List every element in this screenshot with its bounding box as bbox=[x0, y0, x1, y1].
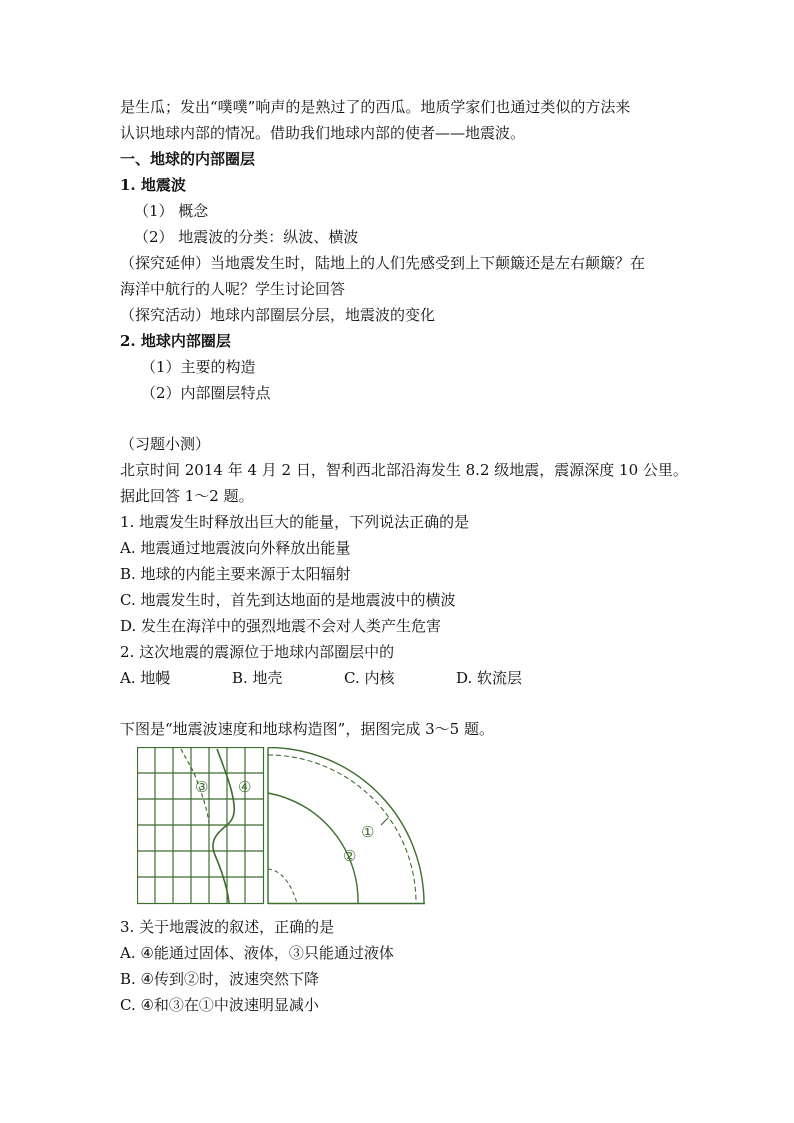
intro-line-2: 认识地球内部的情况。借助我们地球内部的使者——地震波。 bbox=[120, 124, 526, 142]
exercise-title: （习题小测） bbox=[120, 435, 211, 453]
question-2-option-a: A. 地幔 bbox=[120, 669, 171, 687]
question-1-option-d: D. 发生在海洋中的强烈地震不会对人类产生危害 bbox=[120, 617, 442, 635]
question-2-option-c: C. 内核 bbox=[344, 669, 395, 687]
question-3-option-c: C. ④和③在①中波速明显减小 bbox=[120, 996, 319, 1014]
velocity-grid bbox=[137, 747, 264, 904]
subsection-heading-seismic-waves: 1. 地震波 bbox=[120, 176, 186, 194]
question-1-option-b: B. 地球的内能主要来源于太阳辐射 bbox=[120, 565, 351, 583]
list-item-concept: （1） 概念 bbox=[134, 202, 209, 220]
question-1-option-c: C. 地震发生时，首先到达地面的是地震波中的横波 bbox=[120, 591, 456, 609]
question-1-stem: 1. 地震发生时释放出巨大的能量，下列说法正确的是 bbox=[120, 513, 470, 531]
intro-line-1: 是生瓜；发出“噗噗”响声的是熟过了的西瓜。地质学家们也通过类似的方法来 bbox=[120, 98, 631, 116]
explore-activity: （探究活动）地球内部圈层分层，地震波的变化 bbox=[120, 306, 436, 324]
question-3-option-a: A. ④能通过固体、液体，③只能通过液体 bbox=[120, 944, 394, 962]
subsection-heading-layers: 2. 地球内部圈层 bbox=[120, 332, 231, 350]
question-2-stem: 2. 这次地震的震源位于地球内部圈层中的 bbox=[120, 643, 395, 661]
figure-intro: 下图是“地震波速度和地球构造图”，据图完成 3～5 题。 bbox=[120, 720, 494, 738]
question-2-options bbox=[120, 668, 568, 688]
question-3-option-b: B. ④传到②时，波速突然下降 bbox=[120, 970, 320, 988]
label-layer-1: ① bbox=[361, 823, 375, 841]
explore-extension-line-2: 海洋中航行的人呢？学生讨论回答 bbox=[120, 280, 346, 298]
explore-extension-line-1: （探究延伸）当地震发生时，陆地上的人们先感受到上下颠簸还是左右颠簸？在 bbox=[120, 254, 646, 272]
section-heading: 一、地球的内部圈层 bbox=[120, 150, 256, 168]
wave-curve-4 bbox=[213, 749, 234, 903]
question-3-stem: 3. 关于地震波的叙述，正确的是 bbox=[120, 918, 335, 936]
label-wave-4: ④ bbox=[238, 778, 252, 796]
exercise-context-line-2: 据此回答 1～2 题。 bbox=[120, 487, 254, 505]
question-2-option-d: D. 软流层 bbox=[456, 669, 523, 687]
list-item-features: （2）内部圈层特点 bbox=[141, 384, 271, 402]
question-2-option-b: B. 地壳 bbox=[232, 669, 283, 687]
list-item-classification: （2） 地震波的分类：纵波、横波 bbox=[134, 228, 359, 246]
exercise-context-line-1: 北京时间 2014 年 4 月 2 日，智利西北部沿海发生 8.2 级地震，震源深度 10 公里。 bbox=[120, 461, 688, 479]
earth-structure-quadrant bbox=[268, 748, 425, 905]
seismic-wave-structure-figure bbox=[137, 747, 437, 907]
label-wave-3: ③ bbox=[195, 778, 209, 796]
question-1-option-a: A. 地震通过地震波向外释放出能量 bbox=[120, 539, 351, 557]
label-layer-2: ② bbox=[343, 847, 357, 865]
list-item-structure: （1）主要的构造 bbox=[141, 358, 256, 376]
